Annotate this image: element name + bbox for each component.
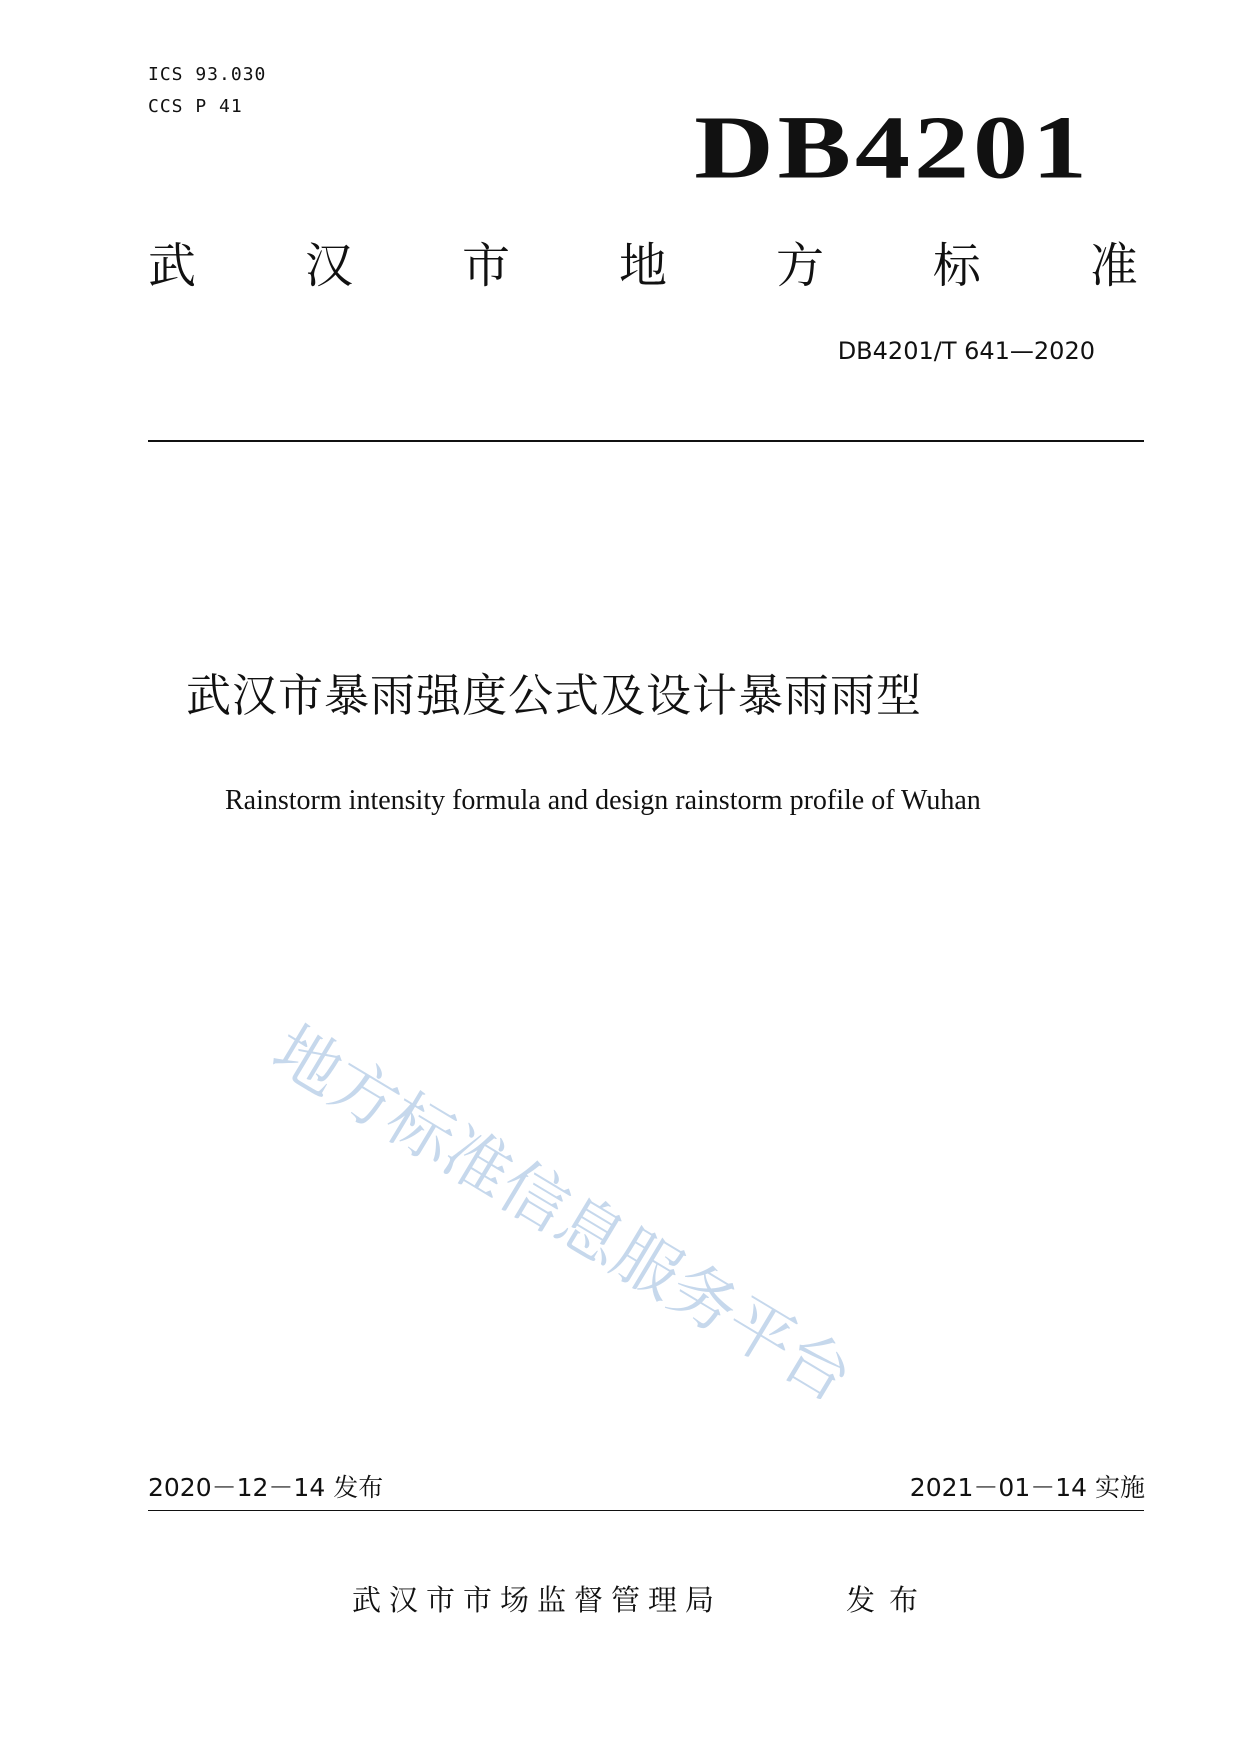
publisher-action: 发布 [846, 1583, 933, 1617]
standard-type-char: 准 [1089, 238, 1138, 294]
standard-type-char: 汉 [304, 238, 353, 294]
standard-type-char: 标 [932, 238, 981, 294]
document-title-english: Rainstorm intensity formula and design rainstorm profile of Wuhan [225, 785, 981, 816]
standard-mark: DB4201 [694, 97, 1091, 198]
standard-type-char: 地 [618, 238, 667, 294]
top-divider [148, 440, 1144, 442]
ccs-code: CCS P 41 [148, 96, 243, 117]
publisher-organization: 武汉市市场监督管理局 [352, 1583, 723, 1617]
standard-type-heading [148, 236, 1138, 296]
implementation-date: 2021－01－14 实施 [909, 1473, 1145, 1502]
standard-type-char: 武 [148, 238, 197, 294]
bottom-divider [148, 1510, 1144, 1511]
standard-type-char: 方 [775, 238, 824, 294]
ics-code: ICS 93.030 [148, 64, 267, 85]
standard-number: DB4201/T 641—2020 [837, 337, 1095, 365]
watermark: 地方标准信息服务平台 [259, 1010, 866, 1417]
standard-type-char: 市 [461, 238, 510, 294]
document-title-chinese: 武汉市暴雨强度公式及设计暴雨雨型 [186, 669, 923, 722]
publish-date: 2020－12－14 发布 [148, 1473, 384, 1502]
